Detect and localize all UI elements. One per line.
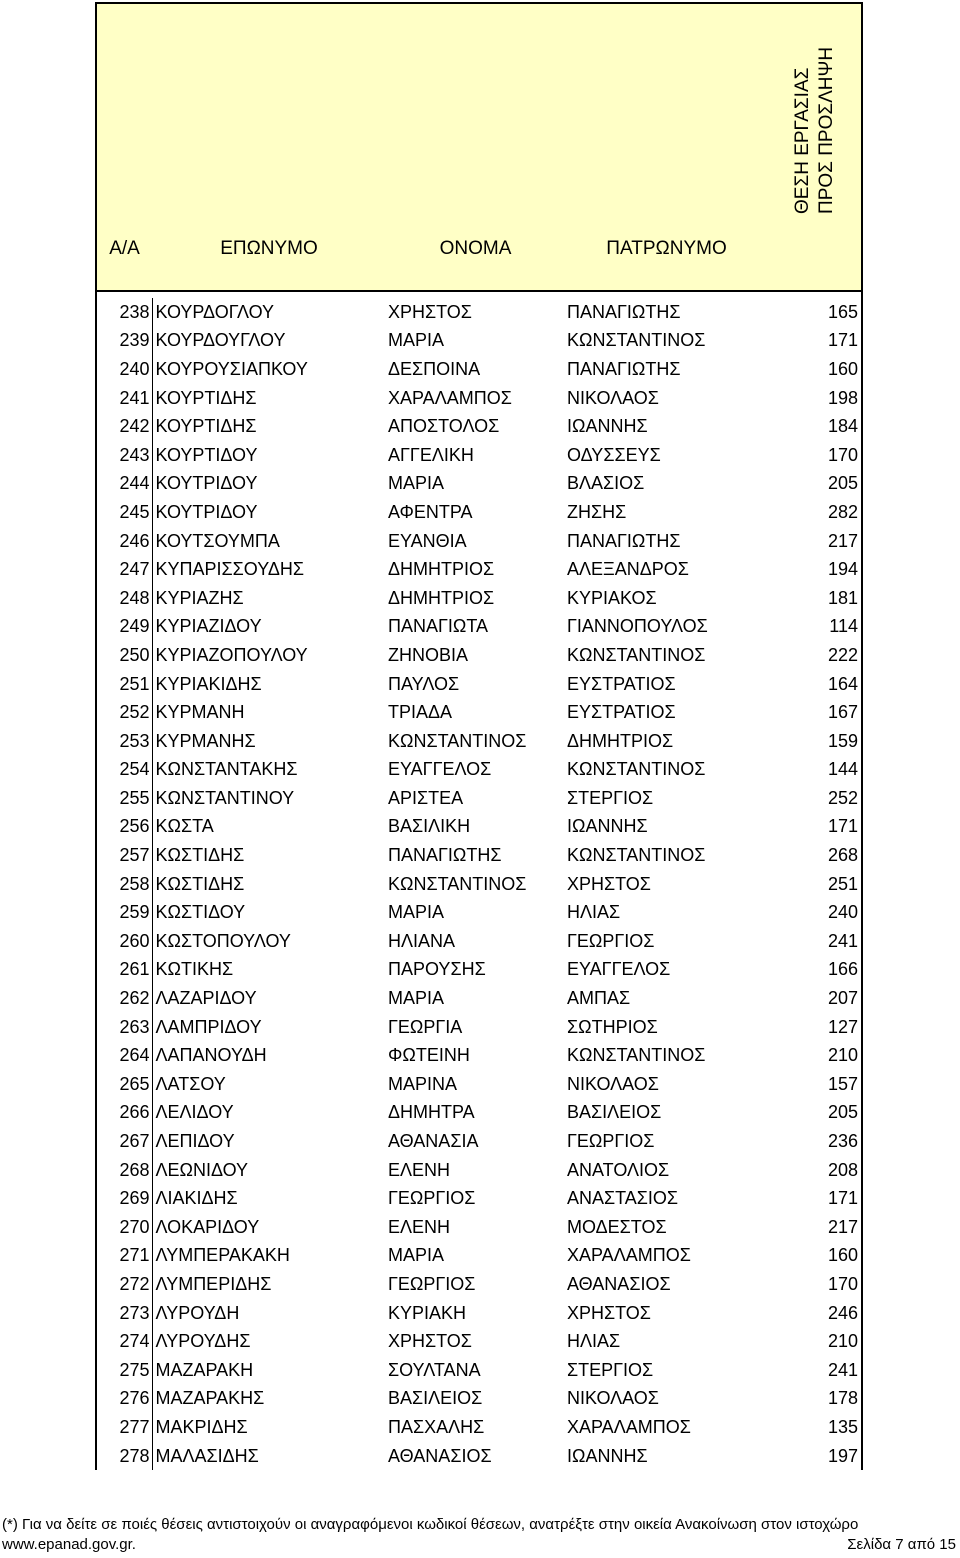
surname-cell: ΚΩΤΙΚΗΣ	[155, 959, 234, 980]
footer-note: (*) Για να δείτε σε ποιές θέσεις αντιστοιχούν οι αναγραφόμενοι κωδικοί θέσεων, ανατρέξτε στην οικεία Ανακοίνωση στον ιστοχώρο	[2, 1516, 859, 1533]
table-row	[96, 613, 862, 642]
table-row	[96, 784, 862, 813]
father-name-cell: ΝΙΚΟΛΑΟΣ	[567, 1073, 659, 1094]
name-cell: ΔΗΜΗΤΡΙΟΣ	[388, 587, 495, 608]
position-code-cell: 197	[768, 1442, 862, 1471]
father-name-cell: ΗΛΙΑΣ	[567, 902, 621, 923]
table-row	[96, 927, 862, 956]
table-row	[96, 412, 862, 441]
row-number: 253	[96, 727, 152, 756]
table-row	[96, 956, 862, 985]
table-row	[96, 1184, 862, 1213]
row-number: 255	[96, 784, 152, 813]
position-code-cell: 205	[768, 470, 862, 499]
position-code-cell: 165	[768, 298, 862, 327]
name-cell: ΜΑΡΙΑ	[388, 902, 445, 923]
name-cell: ΜΑΡΙΑ	[388, 330, 445, 351]
row-number: 244	[96, 470, 152, 499]
table-row	[96, 984, 862, 1013]
father-name-cell: ΓΙΑΝΝΟΠΟΥΛΟΣ	[567, 616, 708, 637]
name-cell: ΑΠΟΣΤΟΛΟΣ	[388, 416, 500, 437]
row-number: 263	[96, 1013, 152, 1042]
surname-cell: ΛΑΠΑΝΟΥΔΗ	[155, 1045, 267, 1066]
father-name-cell: ΚΩΝΣΤΑΝΤΙΝΟΣ	[567, 759, 706, 780]
name-cell: ΖΗΝΟΒΙΑ	[388, 644, 469, 665]
father-name-cell: ΚΩΝΣΤΑΝΤΙΝΟΣ	[567, 1045, 706, 1066]
position-code-cell: 166	[768, 956, 862, 985]
row-number: 264	[96, 1041, 152, 1070]
table-row	[96, 1413, 862, 1442]
surname-cell: ΚΩΣΤΑ	[155, 816, 214, 837]
table-row	[96, 498, 862, 527]
surname-cell: ΜΑΖΑΡΑΚΗΣ	[155, 1388, 265, 1409]
name-cell: ΑΦΕΝΤΡΑ	[388, 501, 473, 522]
table-row	[96, 1127, 862, 1156]
header-aa: Α/Α	[96, 3, 152, 291]
header-separator	[96, 291, 862, 298]
row-number: 249	[96, 613, 152, 642]
surname-cell: ΚΟΥΤΡΙΔΟΥ	[155, 501, 258, 522]
row-number: 243	[96, 441, 152, 470]
surname-cell: ΛΕΠΙΔΟΥ	[155, 1131, 235, 1152]
surname-cell: ΚΥΡΙΑΖΗΣ	[155, 587, 244, 608]
father-name-cell: ΣΤΕΡΓΙΟΣ	[567, 1359, 654, 1380]
table-row	[96, 1156, 862, 1185]
surname-cell: ΚΩΣΤΙΔΟΥ	[155, 902, 246, 923]
father-name-cell: ΣΩΤΗΡΙΟΣ	[567, 1016, 658, 1037]
table-row	[96, 441, 862, 470]
surname-cell: ΛΥΡΟΥΔΗΣ	[155, 1331, 251, 1352]
father-name-cell: ΧΑΡΑΛΑΜΠΟΣ	[567, 1245, 691, 1266]
header-position-text	[791, 47, 839, 214]
surname-cell: ΚΥΠΑΡΙΣΣΟΥΔΗΣ	[155, 559, 305, 580]
name-cell: ΚΩΝΣΤΑΝΤΙΝΟΣ	[388, 873, 527, 894]
father-name-cell: ΧΡΗΣΤΟΣ	[567, 873, 651, 894]
header-father-name: ΠΑΤΡΩΝΥΜΟ	[565, 3, 768, 291]
table-row	[96, 698, 862, 727]
table-row	[96, 727, 862, 756]
father-name-cell: ΕΥΣΤΡΑΤΙΟΣ	[567, 702, 676, 723]
row-number: 274	[96, 1327, 152, 1356]
header-position	[768, 3, 862, 291]
position-code-cell: 208	[768, 1156, 862, 1185]
name-cell: ΓΕΩΡΓΙΑ	[388, 1016, 463, 1037]
father-name-cell: ΝΙΚΟΛΑΟΣ	[567, 1388, 659, 1409]
position-code-cell: 167	[768, 698, 862, 727]
table-row	[96, 1070, 862, 1099]
row-number: 248	[96, 584, 152, 613]
row-number: 245	[96, 498, 152, 527]
name-cell: ΕΥΑΝΘΙΑ	[388, 530, 467, 551]
surname-cell: ΚΟΥΡΟΥΣΙΑΠΚΟΥ	[155, 358, 308, 379]
row-number: 259	[96, 898, 152, 927]
position-code-cell: 144	[768, 756, 862, 785]
position-code-cell: 170	[768, 1270, 862, 1299]
table-row	[96, 756, 862, 785]
row-number: 242	[96, 412, 152, 441]
father-name-cell: ΔΗΜΗΤΡΙΟΣ	[567, 730, 674, 751]
surname-cell: ΜΑΚΡΙΔΗΣ	[155, 1416, 248, 1437]
row-number: 246	[96, 527, 152, 556]
father-name-cell: ΠΑΝΑΓΙΩΤΗΣ	[567, 358, 681, 379]
row-number: 241	[96, 384, 152, 413]
surname-cell: ΚΩΣΤΙΔΗΣ	[155, 873, 245, 894]
header-surname: ΕΠΩΝΥΜΟ	[152, 3, 386, 291]
table-row	[96, 555, 862, 584]
applicants-table	[95, 2, 863, 1470]
name-cell: ΣΟΥΛΤΑΝΑ	[388, 1359, 481, 1380]
name-cell: ΦΩΤΕΙΝΗ	[388, 1045, 470, 1066]
row-number: 270	[96, 1213, 152, 1242]
row-number: 254	[96, 756, 152, 785]
name-cell: ΤΡΙΑΔΑ	[388, 702, 453, 723]
table-row	[96, 1299, 862, 1328]
row-number: 240	[96, 355, 152, 384]
name-cell: ΠΑΡΟΥΣΗΣ	[388, 959, 486, 980]
surname-cell: ΛΕΩΝΙΔΟΥ	[155, 1159, 249, 1180]
position-code-cell: 159	[768, 727, 862, 756]
position-code-cell: 127	[768, 1013, 862, 1042]
name-cell: ΜΑΡΙΑ	[388, 988, 445, 1009]
applicants-sheet	[95, 2, 861, 1470]
surname-cell: ΚΟΥΡΤΙΔΟΥ	[155, 444, 258, 465]
position-code-cell: 251	[768, 870, 862, 899]
table-row	[96, 1270, 862, 1299]
row-number: 275	[96, 1356, 152, 1385]
name-cell: ΠΑΝΑΓΙΩΤΗΣ	[388, 845, 502, 866]
table-row	[96, 1099, 862, 1128]
name-cell: ΔΕΣΠΟΙΝΑ	[388, 358, 481, 379]
row-number: 257	[96, 841, 152, 870]
row-number: 268	[96, 1156, 152, 1185]
table-row	[96, 298, 862, 327]
surname-cell: ΚΩΝΣΤΑΝΤΙΝΟΥ	[155, 787, 295, 808]
position-code-cell: 194	[768, 555, 862, 584]
surname-cell: ΚΟΥΡΤΙΔΗΣ	[155, 416, 257, 437]
name-cell: ΧΑΡΑΛΑΜΠΟΣ	[388, 387, 512, 408]
name-cell: ΔΗΜΗΤΡΑ	[388, 1102, 475, 1123]
name-cell: ΠΑΝΑΓΙΩΤΑ	[388, 616, 489, 637]
surname-cell: ΚΟΥΡΔΟΓΛΟΥ	[155, 301, 275, 322]
name-cell: ΑΘΑΝΑΣΙΑ	[388, 1131, 479, 1152]
position-code-cell: 217	[768, 527, 862, 556]
name-cell: ΓΕΩΡΓΙΟΣ	[388, 1188, 476, 1209]
row-number: 278	[96, 1442, 152, 1471]
table-row	[96, 670, 862, 699]
position-code-cell: 268	[768, 841, 862, 870]
position-code-cell: 170	[768, 441, 862, 470]
name-cell: ΠΑΥΛΟΣ	[388, 673, 460, 694]
surname-cell: ΛΟΚΑΡΙΔΟΥ	[155, 1216, 260, 1237]
position-code-cell: 282	[768, 498, 862, 527]
name-cell: ΒΑΣΙΛΙΚΗ	[388, 816, 471, 837]
row-number: 267	[96, 1127, 152, 1156]
table-row	[96, 327, 862, 356]
position-code-cell: 171	[768, 813, 862, 842]
position-code-cell: 135	[768, 1413, 862, 1442]
row-number: 271	[96, 1242, 152, 1271]
row-number: 258	[96, 870, 152, 899]
table-row	[96, 1213, 862, 1242]
table-row	[96, 1356, 862, 1385]
name-cell: ΕΛΕΝΗ	[388, 1216, 451, 1237]
position-code-cell: 240	[768, 898, 862, 927]
father-name-cell: ΚΥΡΙΑΚΟΣ	[567, 587, 657, 608]
position-code-cell: 184	[768, 412, 862, 441]
table-row	[96, 870, 862, 899]
father-name-cell: ΣΤΕΡΓΙΟΣ	[567, 787, 654, 808]
surname-cell: ΛΙΑΚΙΔΗΣ	[155, 1188, 238, 1209]
father-name-cell: ΑΛΕΞΑΝΔΡΟΣ	[567, 559, 689, 580]
row-number: 273	[96, 1299, 152, 1328]
surname-cell: ΚΥΡΜΑΝΗΣ	[155, 730, 256, 751]
father-name-cell: ΑΜΠΑΣ	[567, 988, 631, 1009]
name-cell: ΗΛΙΑΝΑ	[388, 930, 456, 951]
name-cell: ΚΩΝΣΤΑΝΤΙΝΟΣ	[388, 730, 527, 751]
father-name-cell: ΒΑΣΙΛΕΙΟΣ	[567, 1102, 662, 1123]
surname-cell: ΚΥΡΙΑΖΟΠΟΥΛΟΥ	[155, 644, 308, 665]
position-code-cell: 222	[768, 641, 862, 670]
surname-cell: ΚΥΡΙΑΚΙΔΗΣ	[155, 673, 262, 694]
name-cell: ΜΑΡΙΑ	[388, 1245, 445, 1266]
position-code-cell: 246	[768, 1299, 862, 1328]
position-code-cell: 160	[768, 355, 862, 384]
header-name: ΟΝΟΜΑ	[386, 3, 565, 291]
father-name-cell: ΑΝΑΤΟΛΙΟΣ	[567, 1159, 670, 1180]
name-cell: ΠΑΣΧΑΛΗΣ	[388, 1416, 485, 1437]
position-code-cell: 171	[768, 327, 862, 356]
table-row	[96, 898, 862, 927]
row-number: 277	[96, 1413, 152, 1442]
surname-cell: ΛΑΖΑΡΙΔΟΥ	[155, 988, 257, 1009]
row-number: 239	[96, 327, 152, 356]
surname-cell: ΚΩΣΤΟΠΟΥΛΟΥ	[155, 930, 291, 951]
position-code-cell: 210	[768, 1327, 862, 1356]
position-code-cell: 157	[768, 1070, 862, 1099]
row-number: 256	[96, 813, 152, 842]
father-name-cell: ΗΛΙΑΣ	[567, 1331, 621, 1352]
surname-cell: ΚΟΥΤΡΙΔΟΥ	[155, 473, 258, 494]
table-row	[96, 384, 862, 413]
position-code-cell: 205	[768, 1099, 862, 1128]
position-code-cell: 178	[768, 1385, 862, 1414]
row-number: 260	[96, 927, 152, 956]
name-cell: ΑΡΙΣΤΕΑ	[388, 787, 464, 808]
surname-cell: ΚΟΥΡΔΟΥΓΛΟΥ	[155, 330, 286, 351]
footer-website[interactable]: www.epanad.gov.gr.	[2, 1536, 136, 1553]
row-number: 247	[96, 555, 152, 584]
father-name-cell: ΧΑΡΑΛΑΜΠΟΣ	[567, 1416, 691, 1437]
position-code-cell: 160	[768, 1242, 862, 1271]
name-cell: ΜΑΡΙΑ	[388, 473, 445, 494]
name-cell: ΜΑΡΙΝΑ	[388, 1073, 458, 1094]
name-cell: ΕΛΕΝΗ	[388, 1159, 451, 1180]
father-name-cell: ΟΔΥΣΣΕΥΣ	[567, 444, 661, 465]
father-name-cell: ΑΘΑΝΑΣΙΟΣ	[567, 1273, 671, 1294]
surname-cell: ΜΑΖΑΡΑΚΗ	[155, 1359, 254, 1380]
table-row	[96, 813, 862, 842]
surname-cell: ΛΥΜΠΕΡΙΔΗΣ	[155, 1273, 272, 1294]
father-name-cell: ΠΑΝΑΓΙΩΤΗΣ	[567, 301, 681, 322]
name-cell: ΒΑΣΙΛΕΙΟΣ	[388, 1388, 483, 1409]
row-number: 250	[96, 641, 152, 670]
father-name-cell: ΕΥΑΓΓΕΛΟΣ	[567, 959, 671, 980]
position-code-cell: 114	[768, 613, 862, 642]
table-row	[96, 527, 862, 556]
position-code-cell: 198	[768, 384, 862, 413]
father-name-cell: ΒΛΑΣΙΟΣ	[567, 473, 645, 494]
father-name-cell: ΓΕΩΡΓΙΟΣ	[567, 930, 655, 951]
father-name-cell: ΑΝΑΣΤΑΣΙΟΣ	[567, 1188, 679, 1209]
surname-cell: ΛΑΜΠΡΙΔΟΥ	[155, 1016, 262, 1037]
surname-cell: ΛΥΡΟΥΔΗ	[155, 1302, 240, 1323]
father-name-cell: ΕΥΣΤΡΑΤΙΟΣ	[567, 673, 676, 694]
surname-cell: ΚΟΥΡΤΙΔΗΣ	[155, 387, 257, 408]
father-name-cell: ΜΟΔΕΣΤΟΣ	[567, 1216, 667, 1237]
position-code-cell: 241	[768, 927, 862, 956]
table-row	[96, 584, 862, 613]
surname-cell: ΛΑΤΣΟΥ	[155, 1073, 226, 1094]
position-code-cell: 181	[768, 584, 862, 613]
row-number: 276	[96, 1385, 152, 1414]
table-row	[96, 1041, 862, 1070]
position-code-cell: 171	[768, 1184, 862, 1213]
father-name-cell: ΝΙΚΟΛΑΟΣ	[567, 387, 659, 408]
table-row	[96, 641, 862, 670]
father-name-cell: ΚΩΝΣΤΑΝΤΙΝΟΣ	[567, 644, 706, 665]
name-cell: ΑΘΑΝΑΣΙΟΣ	[388, 1445, 492, 1466]
position-code-cell: 164	[768, 670, 862, 699]
name-cell: ΧΡΗΣΤΟΣ	[388, 301, 472, 322]
table-header	[96, 3, 862, 291]
table-row	[96, 1327, 862, 1356]
table-row	[96, 1442, 862, 1471]
table-row	[96, 1013, 862, 1042]
row-number: 251	[96, 670, 152, 699]
name-cell: ΚΥΡΙΑΚΗ	[388, 1302, 467, 1323]
surname-cell: ΚΥΡΜΑΝΗ	[155, 702, 245, 723]
position-code-cell: 210	[768, 1041, 862, 1070]
position-code-cell: 241	[768, 1356, 862, 1385]
row-number: 272	[96, 1270, 152, 1299]
table-body	[96, 298, 862, 1470]
row-number: 262	[96, 984, 152, 1013]
position-code-cell: 236	[768, 1127, 862, 1156]
row-number: 252	[96, 698, 152, 727]
surname-cell: ΚΥΡΙΑΖΙΔΟΥ	[155, 616, 262, 637]
table-row	[96, 1385, 862, 1414]
father-name-cell: ΓΕΩΡΓΙΟΣ	[567, 1131, 655, 1152]
surname-cell: ΛΕΛΙΔΟΥ	[155, 1102, 234, 1123]
row-number: 265	[96, 1070, 152, 1099]
father-name-cell: ΚΩΝΣΤΑΝΤΙΝΟΣ	[567, 330, 706, 351]
table-row	[96, 470, 862, 499]
father-name-cell: ΖΗΣΗΣ	[567, 501, 627, 522]
father-name-cell: ΙΩΑΝΝΗΣ	[567, 816, 648, 837]
header-position-line2: ΠΡΟΣ ΠΡΟΣΛΗΨΗ	[815, 46, 837, 214]
header-position-line1: ΘΕΣΗ ΕΡΓΑΣΙΑΣ	[791, 67, 813, 214]
father-name-cell: ΠΑΝΑΓΙΩΤΗΣ	[567, 530, 681, 551]
father-name-cell: ΚΩΝΣΤΑΝΤΙΝΟΣ	[567, 845, 706, 866]
position-code-cell: 252	[768, 784, 862, 813]
name-cell: ΓΕΩΡΓΙΟΣ	[388, 1273, 476, 1294]
footer-page-info: Σελίδα 7 από 15	[847, 1536, 956, 1553]
row-number: 269	[96, 1184, 152, 1213]
table-row	[96, 1242, 862, 1271]
table-row	[96, 355, 862, 384]
surname-cell: ΚΩΝΣΤΑΝΤΑΚΗΣ	[155, 759, 298, 780]
position-code-cell: 217	[768, 1213, 862, 1242]
table-row	[96, 841, 862, 870]
surname-cell: ΜΑΛΑΣΙΔΗΣ	[155, 1445, 259, 1466]
position-code-cell: 207	[768, 984, 862, 1013]
father-name-cell: ΙΩΑΝΝΗΣ	[567, 1445, 648, 1466]
surname-cell: ΚΟΥΤΣΟΥΜΠΑ	[155, 530, 280, 551]
name-cell: ΑΓΓΕΛΙΚΗ	[388, 444, 474, 465]
name-cell: ΕΥΑΓΓΕΛΟΣ	[388, 759, 492, 780]
surname-cell: ΛΥΜΠΕΡΑΚΑΚΗ	[155, 1245, 290, 1266]
row-number: 261	[96, 956, 152, 985]
father-name-cell: ΧΡΗΣΤΟΣ	[567, 1302, 651, 1323]
name-cell: ΧΡΗΣΤΟΣ	[388, 1331, 472, 1352]
row-number: 238	[96, 298, 152, 327]
father-name-cell: ΙΩΑΝΝΗΣ	[567, 416, 648, 437]
surname-cell: ΚΩΣΤΙΔΗΣ	[155, 845, 245, 866]
name-cell: ΔΗΜΗΤΡΙΟΣ	[388, 559, 495, 580]
row-number: 266	[96, 1099, 152, 1128]
